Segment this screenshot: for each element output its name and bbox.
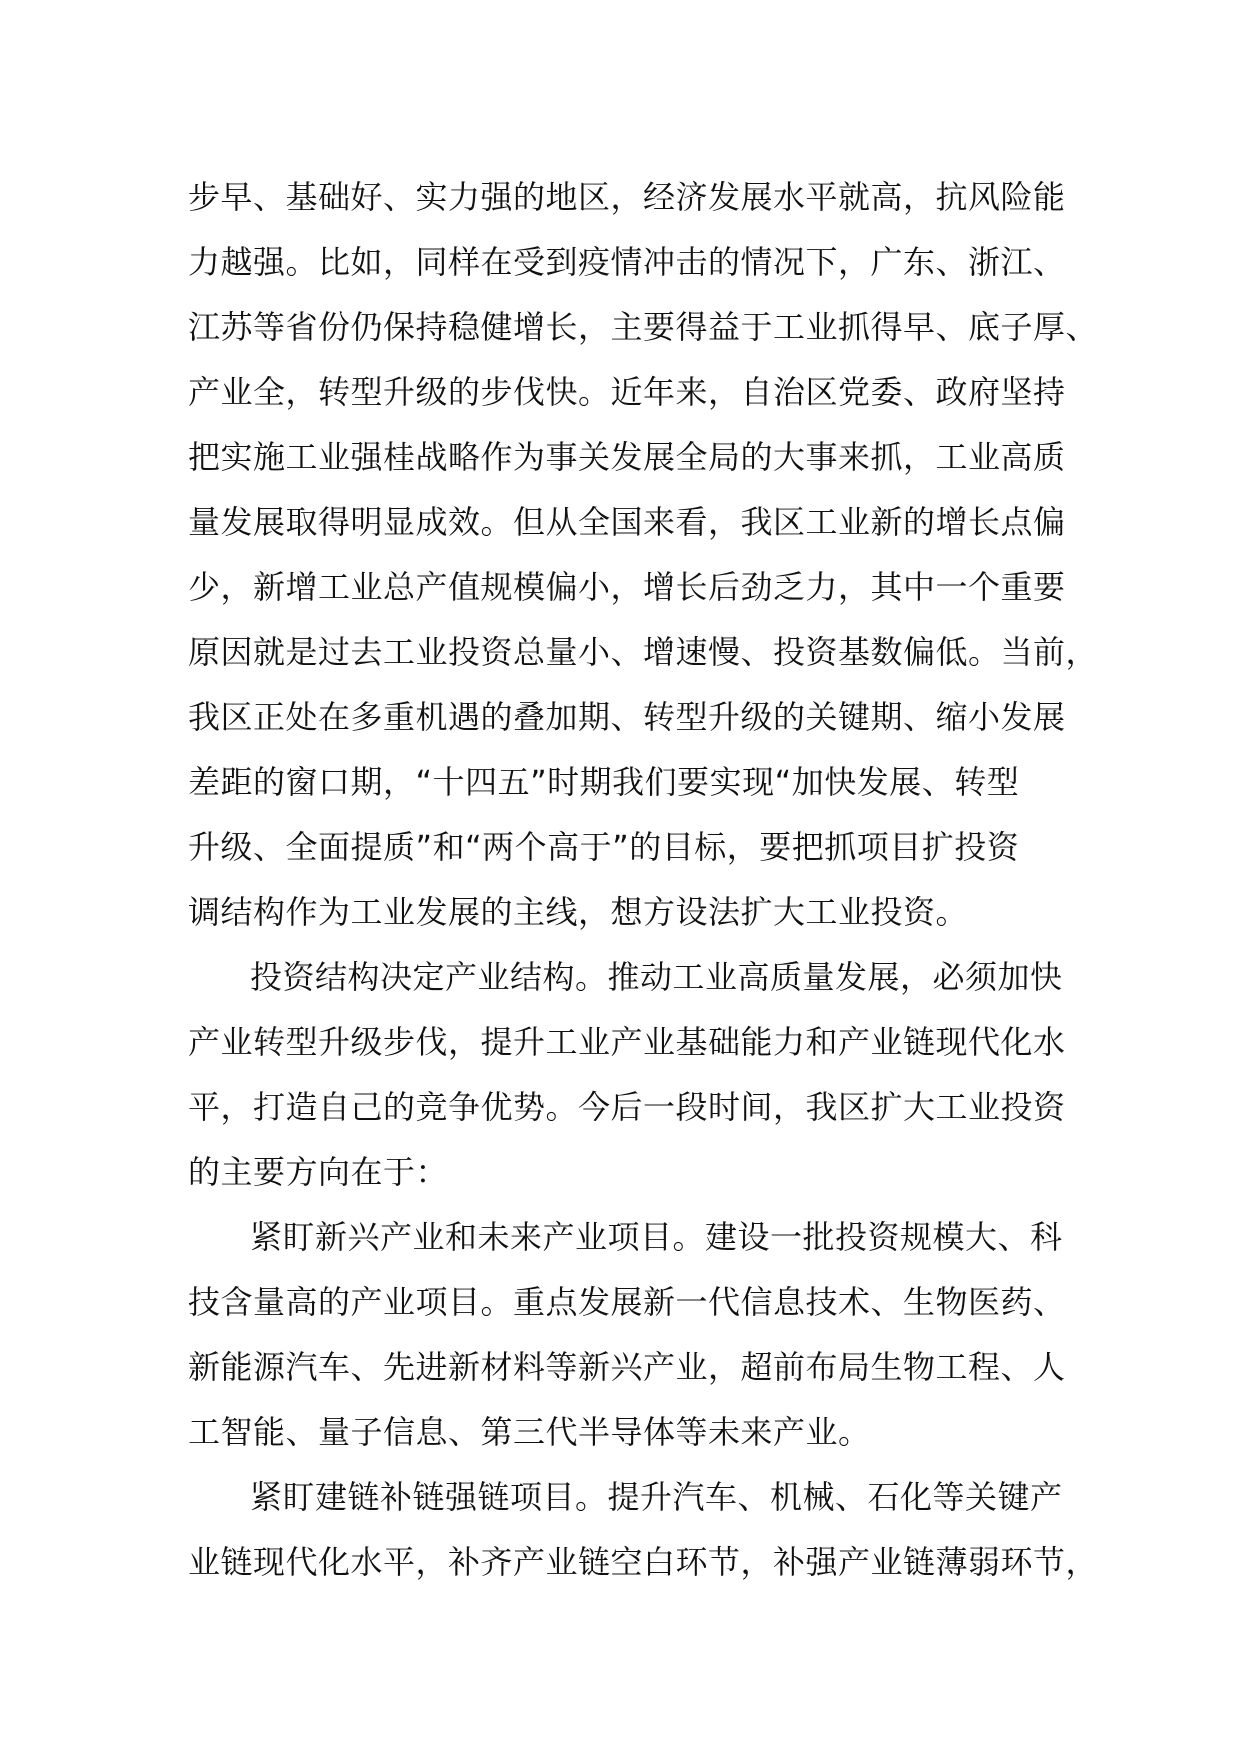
text-line: 产业转型升级步伐，提升工业产业基础能力和产业链现代化水 [188, 1023, 1066, 1061]
text-line: 平，打造自己的竞争优势。今后一段时间，我区扩大工业投资 [188, 1088, 1066, 1126]
text-line: 把实施工业强桂战略作为事关发展全局的大事来抓，工业高质 [188, 438, 1066, 476]
text-line: 步早、基础好、实力强的地区，经济发展水平就高，抗风险能 [188, 178, 1066, 216]
paragraph-start-line: 紧盯建链补链强链项目。提升汽车、机械、石化等关键产 [250, 1478, 1063, 1516]
text-line: 工智能、量子信息、第三代半导体等未来产业。 [188, 1413, 871, 1451]
text-line: 新能源汽车、先进新材料等新兴产业，超前布局生物工程、人 [188, 1348, 1066, 1386]
text-line: 原因就是过去工业投资总量小、增速慢、投资基数偏低。当前， [188, 633, 1099, 671]
text-line: 升级、全面提质”和“两个高于”的目标，要把抓项目扩投资 [188, 828, 1020, 866]
text-line: 力越强。比如，同样在受到疫情冲击的情况下，广东、浙江、 [188, 243, 1066, 281]
text-line: 江苏等省份仍保持稳健增长，主要得益于工业抓得早、底子厚、 [188, 308, 1099, 346]
text-line: 业链现代化水平，补齐产业链空白环节，补强产业链薄弱环节， [188, 1543, 1099, 1581]
text-line: 我区正处在多重机遇的叠加期、转型升级的关键期、缩小发展 [188, 698, 1066, 736]
text-line: 差距的窗口期，“十四五”时期我们要实现“加快发展、转型 [188, 763, 1020, 801]
text-line: 产业全，转型升级的步伐快。近年来，自治区党委、政府坚持 [188, 373, 1066, 411]
text-line: 调结构作为工业发展的主线，想方设法扩大工业投资。 [188, 893, 969, 931]
paragraph-start-line: 紧盯新兴产业和未来产业项目。建设一批投资规模大、科 [250, 1218, 1063, 1256]
body-text [188, 165, 1099, 1595]
paragraph-start-line: 投资结构决定产业结构。推动工业高质量发展，必须加快 [250, 958, 1063, 996]
text-line: 的主要方向在于： [188, 1153, 449, 1191]
text-line: 少，新增工业总产值规模偏小，增长后劲乏力，其中一个重要 [188, 568, 1066, 606]
text-line: 技含量高的产业项目。重点发展新一代信息技术、生物医药、 [188, 1283, 1066, 1321]
text-line: 量发展取得明显成效。但从全国来看，我区工业新的增长点偏 [188, 503, 1066, 541]
